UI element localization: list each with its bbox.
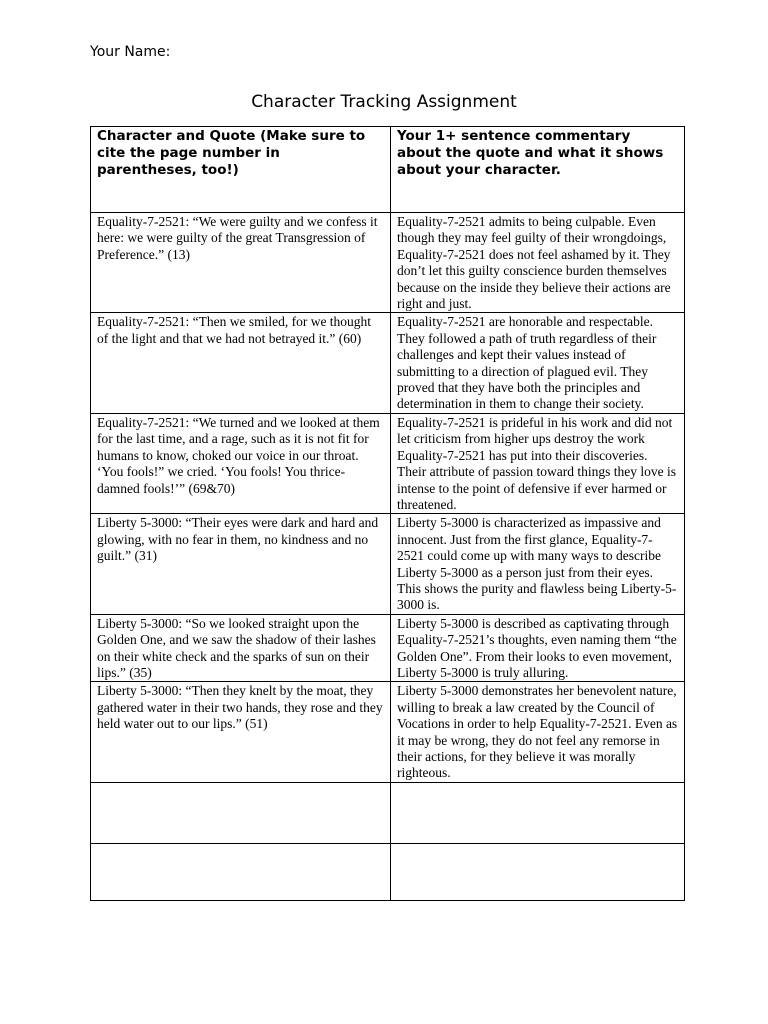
column-header-quote: Character and Quote (Make sure to cite the page number in parentheses, too!) <box>91 127 391 213</box>
quote-cell[interactable] <box>91 782 391 843</box>
commentary-cell: Liberty 5-3000 is described as captivating through Equality-7-2521’s thoughts, even naming them “the Golden One”. From their looks to even movement, Liberty 5-3000 is truly alluring. <box>391 614 685 682</box>
commentary-cell: Liberty 5-3000 is characterized as impassive and innocent. Just from the first glance, Equality-7-2521 could come up with many ways to describe Liberty 5-3000 as a person just from their eyes. This shows the purity and flawless being Liberty-5-3000 is. <box>391 514 685 614</box>
table-row <box>91 313 685 413</box>
table-row <box>91 213 685 313</box>
page-title: Character Tracking Assignment <box>251 92 517 112</box>
column-header-commentary: Your 1+ sentence commentary about the quote and what it shows about your character. <box>391 127 685 213</box>
commentary-cell: Equality-7-2521 are honorable and respectable. They followed a path of truth regardless of their challenges and kept their values instead of submitting to a direction of plagued evil. They proved that they have both the principles and determination in them to change their society. <box>391 313 685 413</box>
commentary-cell: Equality-7-2521 is prideful in his work and did not let criticism from higher ups destroy the work Equality-7-2521 has put into their discoveries. Their attribute of passion toward things they love is intense to the point of defensive if ever harmed or threatened. <box>391 413 685 513</box>
quote-cell: Equality-7-2521: “We turned and we looked at them for the last time, and a rage, such as it is not fit for humans to know, choked our voice in our throat. ‘You fools!” we cried. ‘You fools! You thrice-damned fools!’” (69&70) <box>91 413 391 513</box>
your-name-label: Your Name: <box>90 44 171 60</box>
quote-cell: Liberty 5-3000: “Their eyes were dark and hard and glowing, with no fear in them, no kindness and no guilt.” (31) <box>91 514 391 614</box>
table-row <box>91 682 685 782</box>
table-row <box>91 614 685 682</box>
commentary-cell[interactable] <box>391 782 685 843</box>
commentary-cell[interactable] <box>391 843 685 900</box>
table-row <box>91 843 685 900</box>
character-tracking-table <box>90 126 685 901</box>
quote-cell: Liberty 5-3000: “Then they knelt by the moat, they gathered water in their two hands, they rose and they held water out to our lips.” (51) <box>91 682 391 782</box>
table-row <box>91 514 685 614</box>
table-header-row <box>91 127 685 213</box>
commentary-cell: Liberty 5-3000 demonstrates her benevolent nature, willing to break a law created by the Council of Vocations in order to help Equality-7-2521. Even as it may be wrong, they do not feel any remorse in their actions, for they believe it was morally righteous. <box>391 682 685 782</box>
quote-cell[interactable] <box>91 843 391 900</box>
commentary-cell: Equality-7-2521 admits to being culpable. Even though they may feel guilty of their wrongdoings, Equality-7-2521 does not feel ashamed by it. They don’t let this guilty conscience burden themselves because on the inside they believe their actions are right and just. <box>391 213 685 313</box>
table-row <box>91 782 685 843</box>
quote-cell: Liberty 5-3000: “So we looked straight upon the Golden One, and we saw the shadow of their lashes on their white check and the sparks of sun on their lips.” (35) <box>91 614 391 682</box>
quote-cell: Equality-7-2521: “Then we smiled, for we thought of the light and that we had not betrayed it.” (60) <box>91 313 391 413</box>
quote-cell: Equality-7-2521: “We were guilty and we confess it here: we were guilty of the great Transgression of Preference.” (13) <box>91 213 391 313</box>
table-row <box>91 413 685 513</box>
